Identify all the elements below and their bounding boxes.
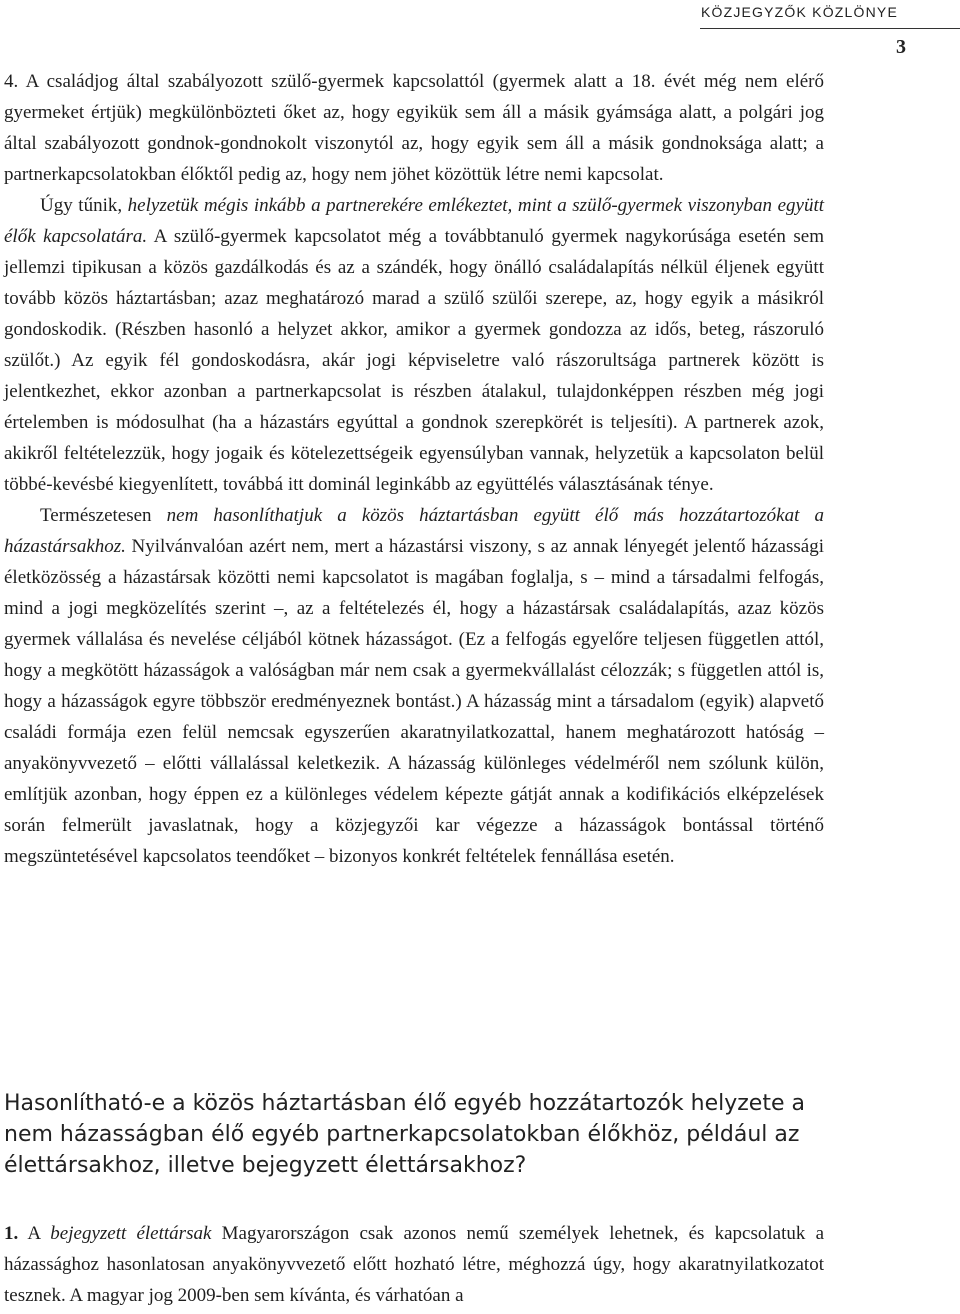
paragraph-marriage <box>4 500 824 872</box>
paragraph-lead: A <box>18 1223 51 1244</box>
paragraph-rest: A szülő-gyermek kapcsolatot még a továbbtanuló gyermek nagykorúsága esetén sem jellemzi tipikusan a közös gazdálkodás és az a szándék, hogy önálló családalapítás nélkül éljenek együtt tovább közös háztartásban; azaz meghatározó marad a szülő szülői szerepe, az, hogy egyik a másikról gondoskodik. (Részben hasonló a helyzet akkor, amikor a gyermek gondozza az idős, beteg, rászoruló szülőt.) Az egyik fél gondoskodásra, akár jogi képviseletre való rászorultsága partnerek között is jelentkezhet, ekkor azonban a partnerkapcsolat is részben átalakul, tulajdonképpen részben még jogi értelemben is módosulhat (ha a házastárs egyúttal a gondnok szerepkörét is teljesíti). A partnerek azok, akikről feltételezzük, hogy jogaik és kötelezettségeik egyensúlyban vannak, helyzetük a kapcsolaton belül többé-kevésbé kiegyenlített, továbbá itt dominál leginkább az együttélés választásának ténye. <box>4 226 825 495</box>
journal-header: KÖZJEGYZŐK KÖZLÖNYE <box>700 4 898 20</box>
paragraph-number: 1. <box>4 1223 19 1244</box>
paragraph-lead: Úgy tűnik, <box>40 195 128 216</box>
page-number: 3 <box>896 36 906 58</box>
paragraph-4: 4. A családjog által szabályozott szülő-gyermek kapcsolattól (gyermek alatt a 18. évét még nem elérő gyermeket értjük) megkülönbözteti őket az, hogy egyikük sem áll a másik gyámsága alatt, a polgári jog által szabályozott gondnok-gondnokolt viszonytól az, hogy egyik sem áll a másik gondnoksága alatt; a partnerkapcsolatokban élőktől pedig az, hogy nem jöhet közöttük létre nemi kapcsolat. <box>4 71 824 185</box>
paragraph-lead: Természetesen <box>40 505 167 526</box>
section-1-text <box>4 66 824 872</box>
paragraph-rest: Magyarországon csak azonos nemű személyek lehetnek, és kapcsolatuk a házassághoz hasonlatosan anyakönyvvezető előtt hozható létre, méghozzá úgy, hogy akaratnyilatkozatot tesznek. A magyar jog 2009-ben sem kívánta, és várhatóan a <box>4 1223 825 1306</box>
paragraph-registered-partners <box>4 1218 824 1311</box>
paragraph-rest: Nyilvánvalóan azért nem, mert a házastársi viszony, s az annak lényegét jelentő házassági életközösség a házastársak közötti nemi kapcsolatot is magában foglalja, s – mind a társadalmi felfogás, mind a jogi megközelítés szerint –, az a feltételezés él, hogy a házastársak családalapítás, azaz közös gyermek vállalása és nevelése céljából kötnek házasságot. (Ez a felfogás egyelőre teljesen független attól, hogy a megkötött házasságok a valóságban már nem csak a gyermekvállalást célozzák; s független attól is, hogy a házasságok egyre többször eredményeznek bontást.) A házasság mint a társadalom (egyik) alapvető családi formája ezen felül nemcsak egyszerűen akaratnyilatkozattal, hanem meghatározott hatóság – anyakönyvvezető – előtti vállalással keletkezik. A házasság különleges védelméről nem szólunk külön, említjük azonban, hogy éppen ez a különleges védelem képezte gátját annak a kodifikációs elképzelések során felmerült javaslatnak, hogy a közjegyzői kar végezze a házasságok bontással történő megszüntetésével kapcsolatos teendőket – bizonyos konkrét feltételek fennállása esetén. <box>4 536 824 867</box>
emphasis-text: helyzetük mégis inkább a partnerekére emlékeztet, mint a szülő-gyermek viszonyban együtt élők kapcsolatára. <box>4 195 825 247</box>
header-rule <box>700 28 960 29</box>
section-2-text <box>4 1218 824 1311</box>
emphasis-text: nem hasonlíthatjuk a közös háztartásban együtt élő más hozzátartozókat a házastársakhoz. <box>4 505 824 557</box>
section-heading: Hasonlítható-e a közös háztartásban élő egyéb hozzátartozók helyzete a nem házasságban élő egyéb partnerkapcsolatokban élőkhöz, például az élettársakhoz, illetve bejegyzett élettársakhoz? <box>4 1091 805 1178</box>
paragraph-similarity <box>4 190 824 500</box>
emphasis-text: bejegyzett élettársak <box>50 1223 212 1244</box>
